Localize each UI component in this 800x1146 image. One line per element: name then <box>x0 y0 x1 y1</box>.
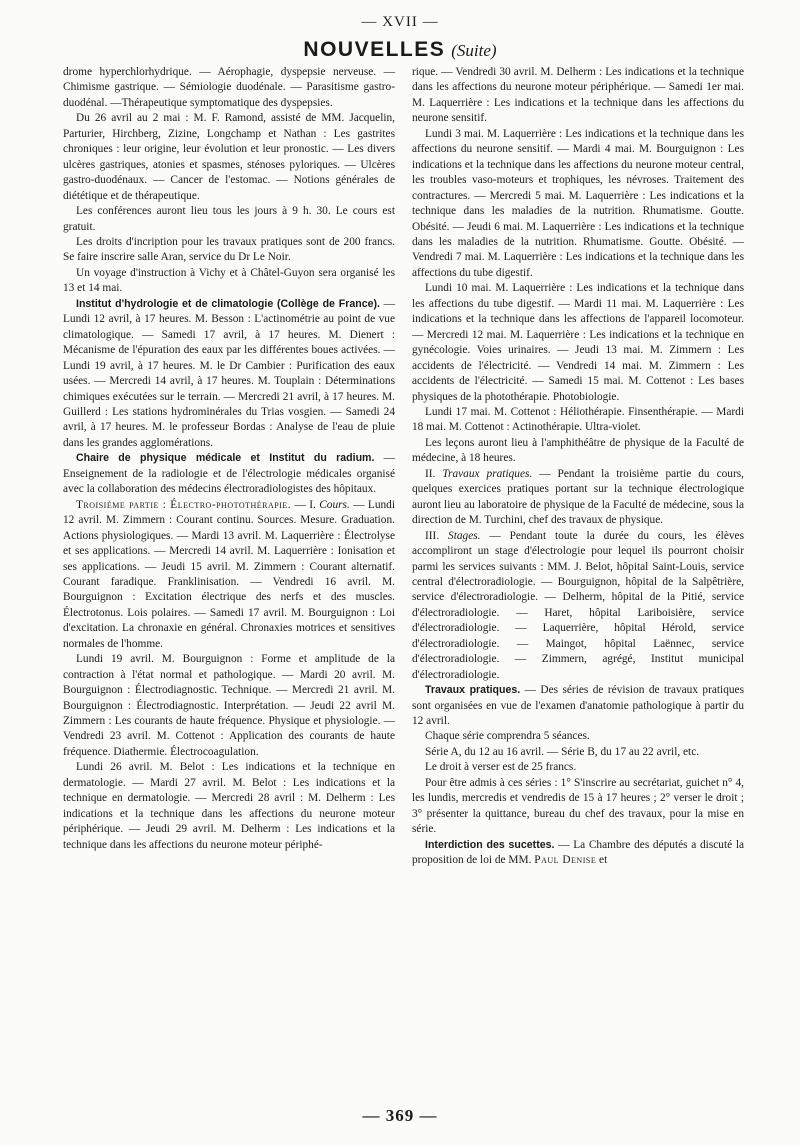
paragraph-label: II. <box>425 467 443 480</box>
paragraph: Lundi 26 avril. M. Belot : Les indications et la technique en dermatologie. — Mardi 27 avril. M. Belot : Les indications et la technique en dermatologie. — Mercredi 28 avril : M. Delherm : Les indications et la technique dans les affections du neurone moteur périphérique. — Jeudi 29 avril. M. Delherm : Les indications et la technique dans les affections du neurone moteur périphé- <box>63 761 395 851</box>
page-folio: — XVII — <box>361 14 439 30</box>
paragraph: drome hyperchlorhydrique. — Aérophagie, dyspepsie nerveuse. — Chimisme gastrique. — Sémiologie duodénale. — Parasitisme gastro-duodénal. —Thérapeutique symptomatique des dyspepsies. <box>63 66 395 109</box>
right-column <box>412 65 744 869</box>
paragraph-body: — Enseignement de la radiologie et de l'électrologie médicales organisé avec la collaboration des médecins électroradiologistes des hôpitaux. <box>63 452 395 496</box>
paragraph: Série A, du 12 au 16 avril. — Série B, du 17 au 22 avril, etc. <box>425 745 700 758</box>
paragraph: Le droit à verser est de 25 francs. <box>425 761 577 774</box>
author-names: Paul Denise <box>534 854 597 867</box>
paragraph <box>63 297 395 452</box>
paragraph-heading: Chaire de physique médicale et Institut du radium. <box>76 452 375 465</box>
paragraph-body: — I. <box>291 498 320 511</box>
section-title <box>0 38 800 62</box>
paragraph-subheading: Cours. <box>319 498 350 511</box>
page-number: — 369 — <box>362 1106 438 1125</box>
paragraph-heading: Interdiction des sucettes. <box>425 838 555 851</box>
paragraph: Chaque série comprendra 5 séances. <box>425 730 590 743</box>
paragraph: Lundi 17 mai. M. Cottenot : Héliothérapie. Finsenthérapie. — Mardi 18 mai. M. Cottenot : Actinothérapie. Ultra-violet. <box>412 405 744 434</box>
paragraph: Lundi 19 avril. M. Bourguignon : Forme et amplitude de la contraction à l'état normal et pathologique. — Mardi 20 avril. M. Bourguignon : Électrodiagnostic. Technique. — Mercredi 21 avril. M. Bourguignon : Électrodiagnostic. Interprétation. — Jeudi 22 avril M. Zimmern : Les courants de haute fréquence. Physique et physiologie. — Vendredi 23 avril. M. Cottenot : Application des courants de haute fréquence. Diathermie. Électrocoagulation. <box>63 653 395 758</box>
paragraph <box>412 683 744 729</box>
paragraph: Les leçons auront lieu à l'amphithéâtre de physique de la Faculté de médecine, à 18 heures. <box>412 436 744 465</box>
paragraph: Lundi 3 mai. M. Laquerrière : Les indications et la technique dans les affections du neurone sensitif. — Mardi 4 mai. M. Bourguignon : Les indications et la technique dans les affections du neurone moteur central, les troubles vaso-moteurs et trophiques, les névroses. Traitement des contractures. — Mercredi 5 mai. M. Laquerrière : Les indications et la technique dans les maladies de la nutrition. Rhumatisme. Goutte. Obésité. — Jeudi 6 mai. M. Laquerrière : Les indications et la technique dans les maladies de la nutrition. Rhumatisme. Goutte. Obésité. — Vendredi 7 mai. M. Laquerrière : Les indications et la technique dans les affections du tube digestif. <box>412 127 744 279</box>
paragraph: Les conférences auront lieu tous les jours à 9 h. 30. Le cours est gratuit. <box>63 205 395 233</box>
paragraph-heading: Travaux pratiques. <box>425 684 521 697</box>
section-title-main: NOUVELLES <box>303 38 446 61</box>
paragraph-heading: Troisième partie : Électro-photothérapie. <box>76 498 292 511</box>
paragraph: Lundi 10 mai. M. Laquerrière : Les indications et la technique dans les affections du tube digestif. — Mardi 11 mai. M. Laquerrière : Les indications et la technique dans les affections de l'appareil locomoteur. — Mercredi 12 mai. M. Laquerrière : Les indications et la technique en gynécologie. Voies urinaires. — Jeudi 13 mai. M. Zimmern : Les accidents de l'électricité. — Vendredi 14 mai. M. Zimmern : Les accidents de l'électricité. — Samedi 15 mai. M. Cottenot : Les bases physiques de la photothérapie. Photobiologie. <box>412 282 744 403</box>
paragraph-subheading: Stages. <box>448 529 481 542</box>
paragraph: Un voyage d'instruction à Vichy et à Châtel-Guyon sera organisé les 13 et 14 mai. <box>63 266 395 295</box>
left-column <box>63 65 395 853</box>
paragraph-heading: Institut d'hydrologie et de climatologie (Collège de France). <box>76 297 380 310</box>
paragraph-body: et <box>596 854 608 867</box>
paragraph <box>412 838 744 869</box>
paragraph-body: — Des séries de révision de travaux pratiques sont organisées en vue de l'examen d'anatomie pathologique à partir du 12 avril. <box>412 684 744 728</box>
paragraph-body: — La Chambre des députés a discuté la proposition de loi de MM. <box>412 838 745 867</box>
paragraph-body: — Lundi 12 avril. M. Zimmern : Courant continu. Sources. Mesure. Graduation. Actions physiologiques. — Mardi 13 avril. M. Laquerrière : Électrolyse et ses applications. — Mercredi 14 avril. M. Laquerrière : Ionisation et ses applications. — Jeudi 15 avril. M. Zimmern : Courant alternatif. Courant faradique. Franklinisation. — Vendredi 16 avril. M. Bourguignon : Excitation électrique des nerfs et des muscles. Électrotonus. Lois polaires. — Samedi 17 avril. M. Bourguignon : Loi d'excitation. La chronaxie en général. Chronaxies motrices et sensitives normales de l'homme. <box>63 498 395 650</box>
paragraph: Les droits d'incription pour les travaux pratiques sont de 200 francs. Se faire inscrire salle Aran, service du Dr Le Noir. <box>63 235 395 264</box>
paragraph <box>63 498 395 653</box>
paragraph-body: — Pendant toute la durée du cours, les élèves accompliront un stage d'électrologie pour lequel ils pourront choisir parmi les services suivants : MM. J. Belot, hôpital Saint-Louis, service central d'électroradiologie. — Bourguignon, hôpital de la Salpêtrière, service d'électroradiologie. — Delherm, hôpital de la Pitié, service d'électroradiologie. — Haret, hôpital Lariboisière, service d'électroradiologie. — Laquerrière, hôpital Hérold, service d'électroradiologie. — Maingot, hôpital Laënnec, service d'électroradiologie. — Zimmern, agrégé, Institut municipal d'électroradiologie. <box>412 529 744 681</box>
paragraph-label: III. <box>425 529 449 542</box>
paragraph <box>412 529 744 684</box>
section-title-suite: (Suite) <box>451 41 497 60</box>
paragraph-body: — Lundi 12 avril, à 17 heures. M. Besson : L'actinométrie au point de vue climatologique. — Samedi 17 avril, à 17 heures. M. Dienert : Mécanisme de l'épuration des eaux par les différentes boues activées. — Lundi 19 avril, à 17 heures. M. le Dr Cambier : Purification des eaux usées. — Mercredi 14 avril, à 17 heures. M. Touplain : Déterminations chimiques exécutées sur le terrain. — Mercredi 21 avril, à 17 heures. M. Guillerd : Les stations hydrominérales du Trias vosgien. — Samedi 24 avril, à 17 heures. M. le professeur Bordas : Analyse de l'eau de pluie dans les grandes agglomérations. <box>63 297 395 449</box>
paragraph-body: — Pendant la troisième partie du cours, quelques exercices pratiques portant sur la technique électrologique auront lieu au laboratoire de physique de la Faculté de médecine, sous la direction de M. Turchini, chef des travaux de physique. <box>412 467 744 527</box>
paragraph: Du 26 avril au 2 mai : M. F. Ramond, assisté de MM. Jacquelin, Parturier, Hirchberg, Zizine, Longchamp et Nathan : Les gastrites chroniques : leur origine, leur évolution et leur pronostic. — Les divers ulcères gastriques, atonies et spasmes, sténoses pyloriques. — Ulcères gastro-duodénaux. — Cancer de l'estomac. — Notions générales de diététique et de thérapeutique. <box>63 112 395 202</box>
paragraph: rique. — Vendredi 30 avril. M. Delherm : Les indications et la technique dans les affections du neurone moteur périphérique. — Samedi 1er mai. M. Laquerrière : Les indications et la technique dans les affections du neurone sensitif. <box>412 66 744 125</box>
paragraph-subheading: Travaux pratiques. <box>442 467 533 480</box>
paragraph <box>412 467 744 529</box>
paragraph: Pour être admis à ces séries : 1° S'inscrire au secrétariat, guichet n° 4, les lundis, mercredis et vendredis de 15 à 17 heures ; 2° verser le droit ; 3° présenter la quittance, bureau du chef des travaux, pour la mise en série. <box>412 776 744 836</box>
paragraph <box>63 451 395 497</box>
